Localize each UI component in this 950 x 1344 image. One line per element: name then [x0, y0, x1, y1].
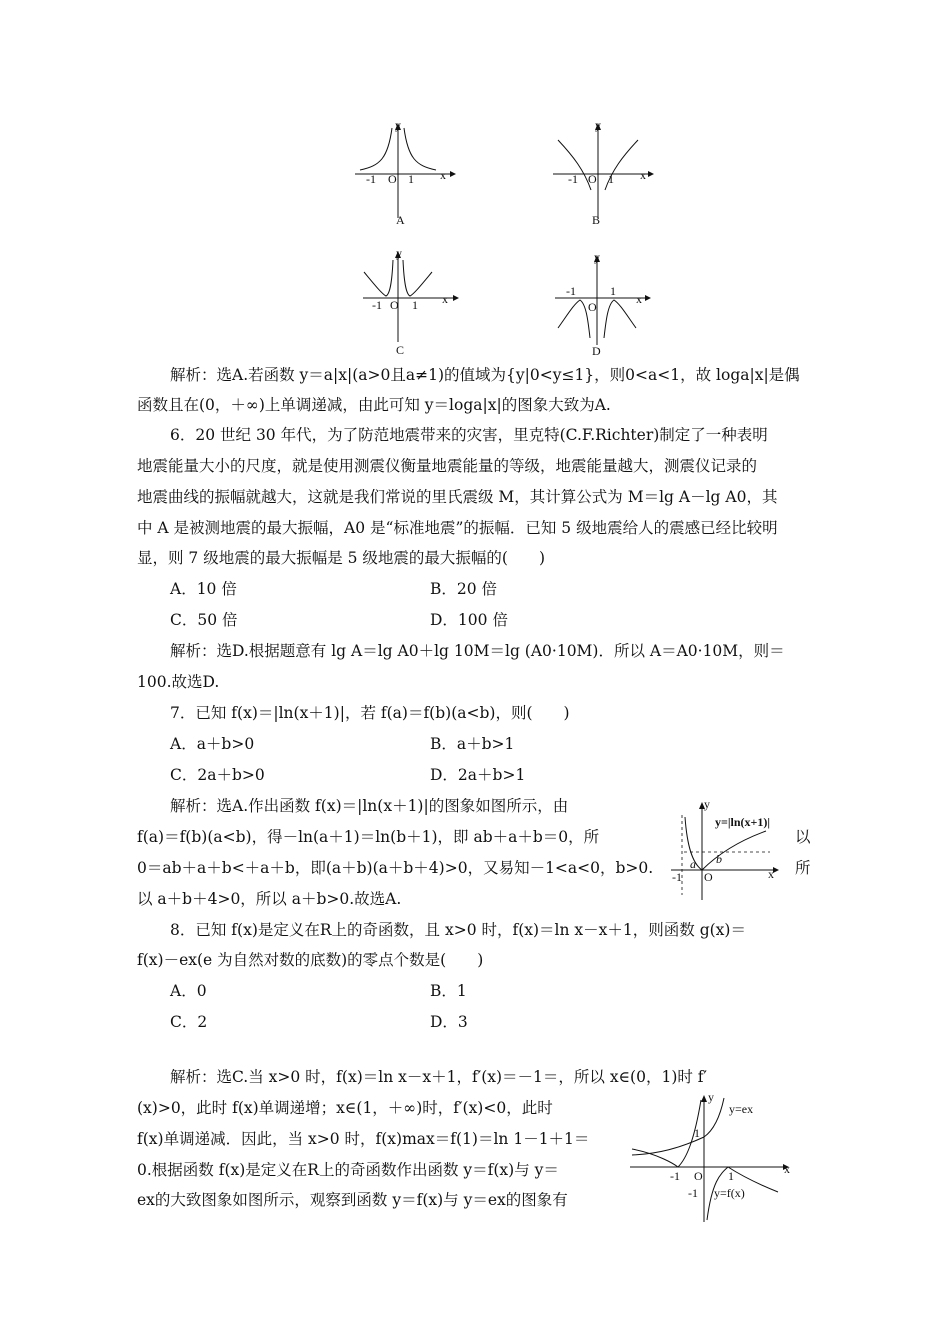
graph-b-x: x [640, 168, 646, 182]
graph-d-origin: O [588, 300, 597, 314]
q8-option-b: B．1 [430, 982, 467, 1000]
q7-solution-line-2: f(a)＝f(b)(a<b)，得－ln(a＋1)＝ln(b＋1)，即 ab＋a＋b＝0，所 [137, 828, 600, 846]
q8-graph-origin: O [694, 1169, 703, 1183]
q7-graph-y: y [704, 797, 710, 811]
graph-a [350, 118, 460, 228]
graph-a-x: x [440, 168, 446, 182]
q7-option-b: B．a＋b>1 [430, 735, 515, 753]
graph-d-tick-neg1: -1 [566, 284, 576, 298]
graph-a-label: A [396, 213, 405, 227]
q6-stem-line-5: 显，则 7 级地震的最大振幅是 5 级地震的最大振幅的( ) [137, 549, 546, 567]
q8-stem-line-1: 8．已知 f(x)是定义在R上的奇函数，且 x>0 时，f(x)＝ln x－x＋1，则函数 g(x)＝ [170, 921, 746, 939]
q8-graph [628, 1092, 798, 1227]
q8-graph-y: y [708, 1090, 714, 1104]
q8-option-c: C．2 [170, 1013, 208, 1031]
graph-b-tick-1: 1 [608, 172, 614, 186]
graph-d-label: D [592, 344, 601, 358]
q8-option-d: D．3 [430, 1013, 468, 1031]
q7-solution-line-1: 解析：选A.作出函数 f(x)＝|ln(x＋1)|的图象如图所示，由 [170, 797, 569, 815]
q6-solution-line-2: 100.故选D. [137, 673, 220, 691]
graph-c [358, 246, 468, 358]
graph-b [548, 118, 658, 228]
graph-d-x: x [636, 292, 642, 306]
q7-graph-a: a [690, 857, 696, 871]
q6-option-d: D．100 倍 [430, 611, 508, 629]
graph-d-y: y [594, 250, 600, 264]
graph-c-tick-1: 1 [412, 298, 418, 312]
q8-option-a: A．0 [170, 982, 207, 1000]
graph-d-tick-1: 1 [610, 284, 616, 298]
graph-a-y: y [395, 118, 401, 132]
q8-solution-line-3: f(x)单调递减．因此，当 x>0 时，f(x)max＝f(1)＝ln 1－1＋1＝ [137, 1130, 590, 1148]
q8-solution-line-2: (x)>0，此时 f(x)单调递增；x∈(1，＋∞)时，f′(x)<0，此时 [137, 1099, 553, 1117]
q7-option-d: D．2a＋b>1 [430, 766, 526, 784]
q8-graph-x: x [784, 1162, 790, 1176]
q7-graph-origin: O [704, 870, 713, 884]
graph-d-plot [550, 250, 660, 360]
q8-graph-plot [628, 1092, 798, 1227]
q5-solution-line-2: 函数且在(0，＋∞)上单调递减，由此可知 y＝loga|x|的图象大致为A. [137, 396, 611, 414]
q5-solution-line-1: 解析：选A.若函数 y＝a|x|(a>0且a≠1)的值域为{y|0<y≤1}，则0<a<1，故 loga|x|是偶 [170, 366, 800, 384]
graph-d [550, 250, 660, 360]
graph-c-y: y [396, 246, 402, 260]
graph-a-origin: O [388, 172, 397, 186]
graph-c-x: x [442, 292, 448, 306]
q6-option-c: C．50 倍 [170, 611, 238, 629]
q6-option-b: B．20 倍 [430, 580, 498, 598]
q8-solution-line-1: 解析：选C.当 x>0 时，f(x)＝ln x－x＋1，f′(x)＝－1＝，所以 x∈(0，1)时 f′ [170, 1068, 708, 1086]
q7-graph-plot [668, 795, 788, 905]
graph-b-y: y [595, 118, 601, 132]
q7-side-char-1: 以 [795, 828, 811, 846]
q8-solution-line-5: ex的大致图象如图所示，观察到函数 y＝f(x)与 y＝ex的图象有 [137, 1191, 568, 1209]
q8-stem-line-2: f(x)－ex(e 为自然对数的底数)的零点个数是( ) [137, 951, 484, 969]
q7-option-c: C．2a＋b>0 [170, 766, 265, 784]
q8-graph-tick-x1: 1 [728, 1169, 734, 1183]
q7-graph-x: x [768, 867, 774, 881]
graph-a-tick-1: 1 [408, 172, 414, 186]
q7-solution-line-3: 0＝ab＋a＋b<＋a＋b，即(a＋b)(a＋b＋4)>0，又易知－1<a<0，b>0. [137, 859, 654, 877]
q7-graph [668, 795, 788, 905]
q7-stem: 7．已知 f(x)＝|ln(x＋1)|，若 f(a)＝f(b)(a<b)，则( ) [170, 704, 570, 722]
q7-option-a: A．a＋b>0 [170, 735, 255, 753]
graph-b-tick-neg1: -1 [568, 172, 578, 186]
q6-solution-line-1: 解析：选D.根据题意有 lg A＝lg A0＋lg 10M＝lg (A0·10M)．所以 A＝A0·10M，则＝ [170, 642, 785, 660]
q7-side-char-2: 所 [795, 859, 811, 877]
q8-graph-tick-xneg1: -1 [670, 1169, 680, 1183]
graph-c-label: C [396, 343, 405, 357]
q6-stem-line-4: 中 A 是被测地震的最大振幅，A0 是“标准地震”的振幅．已知 5 级地震给人的震感已经比较明 [137, 519, 778, 537]
graph-c-origin: O [390, 298, 399, 312]
q6-stem-line-2: 地震能量大小的尺度，就是使用测震仪衡量地震能量的等级，地震能量越大，测震仪记录的 [137, 457, 758, 475]
graph-b-label: B [592, 213, 601, 227]
graph-c-tick-neg1: -1 [372, 298, 382, 312]
q6-stem-line-1: 6．20 世纪 30 年代，为了防范地震带来的灾害，里克特(C.F.Richter)制定了一种表明 [170, 426, 768, 444]
q8-solution-line-4: 0.根据函数 f(x)是定义在R上的奇函数作出函数 y＝f(x)与 y＝ [137, 1161, 559, 1179]
q8-graph-ex-label: y=ex [729, 1102, 754, 1116]
q6-option-a: A．10 倍 [170, 580, 237, 598]
graph-a-tick-neg1: -1 [366, 172, 376, 186]
q7-solution-line-4: 以 a＋b＋4>0，所以 a＋b>0.故选A. [137, 890, 402, 908]
q6-stem-line-3: 地震曲线的振幅就越大，这就是我们常说的里氏震级 M，其计算公式为 M＝lg A－lg A0，其 [137, 488, 778, 506]
q8-graph-fx-label: y=f(x) [714, 1186, 745, 1200]
q8-graph-tick-yneg1: -1 [688, 1186, 698, 1200]
graph-b-origin: O [588, 172, 597, 186]
q7-graph-curve-label: y=|ln(x+1)| [715, 815, 770, 829]
q7-graph-b: b [716, 852, 722, 866]
q7-graph-tick-neg1: -1 [672, 870, 682, 884]
q8-graph-tick-y1: 1 [694, 1126, 700, 1140]
